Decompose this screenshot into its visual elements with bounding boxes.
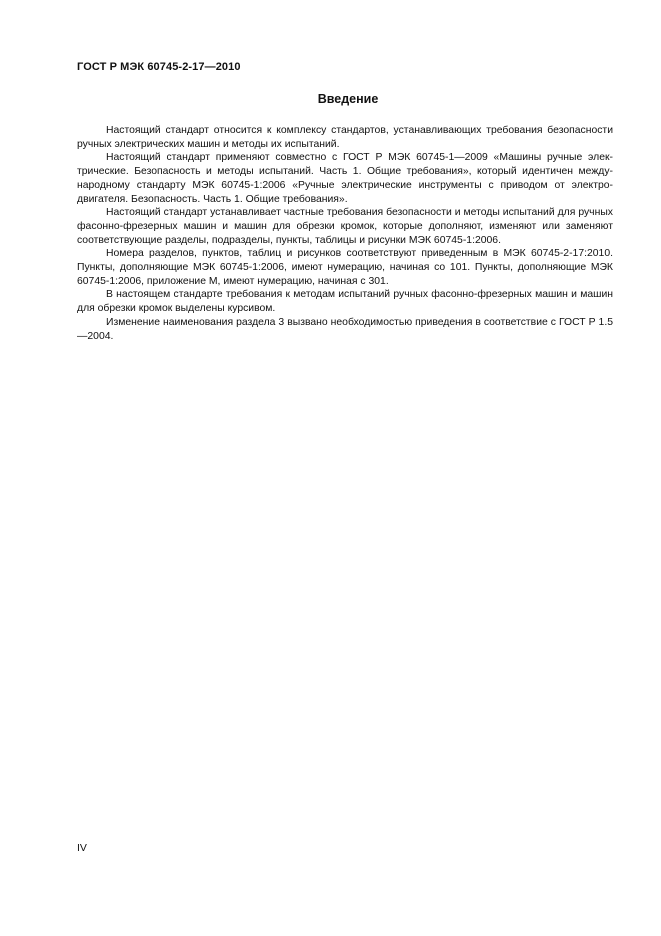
paragraph-specific-requirements: Настоящий стандарт устанавливает частные требования безопасности и методы испытаний для ручных фасонно-фрезерных машин и машин для обрезки кромок, которые дополняют, изменяют или заменяют соответствующие разделы, подразделы, пункты, таблицы и рисунки МЭК 60745-1:2006.	[77, 207, 613, 246]
paragraph-section-rename: Изменение наименования раздела 3 вызвано необходимостью приведения в соответствие с ГОСТ Р 1.5—2004.	[77, 316, 613, 342]
paragraph-scope: Настоящий стандарт относится к комплексу стандартов, устанавливающих требования безопасности ручных электрических машин и методы их испытаний.	[77, 125, 613, 150]
page-number: IV	[77, 842, 87, 854]
standard-code-header: ГОСТ Р МЭК 60745-2-17—2010	[77, 61, 241, 73]
paragraph-italic-note: В настоящем стандарте требования к методам испытаний ручных фасонно-фрезерных машин и машин для обрезки кромок выделены курсивом.	[77, 289, 613, 315]
section-title: Введение	[317, 92, 379, 106]
paragraph-numbering: Номера разделов, пунктов, таблиц и рисунков соответствуют приведенным в МЭК 60745-2-17:2010. Пункты, дополняющие МЭК 60745-1:2006, имеют нумерацию, начиная со 101. Пункты, дополняющие МЭК 60745-1:2006, приложение М, имеют нумерацию, начиная с 301.	[77, 248, 613, 287]
paragraph-joint-application: Настоящий стандарт применяют совместно с ГОСТ Р МЭК 60745-1—2009 «Машины ручные электрические. Безопасность и методы испытаний. Часть 1. Общие требования», который идентичен международному стандарту МЭК 60745-1:2006 «Ручные электрические инструменты с приводом от электродвигателя. Безопасность. Часть 1. Общие требования».	[77, 152, 613, 205]
introduction-body	[77, 124, 613, 343]
